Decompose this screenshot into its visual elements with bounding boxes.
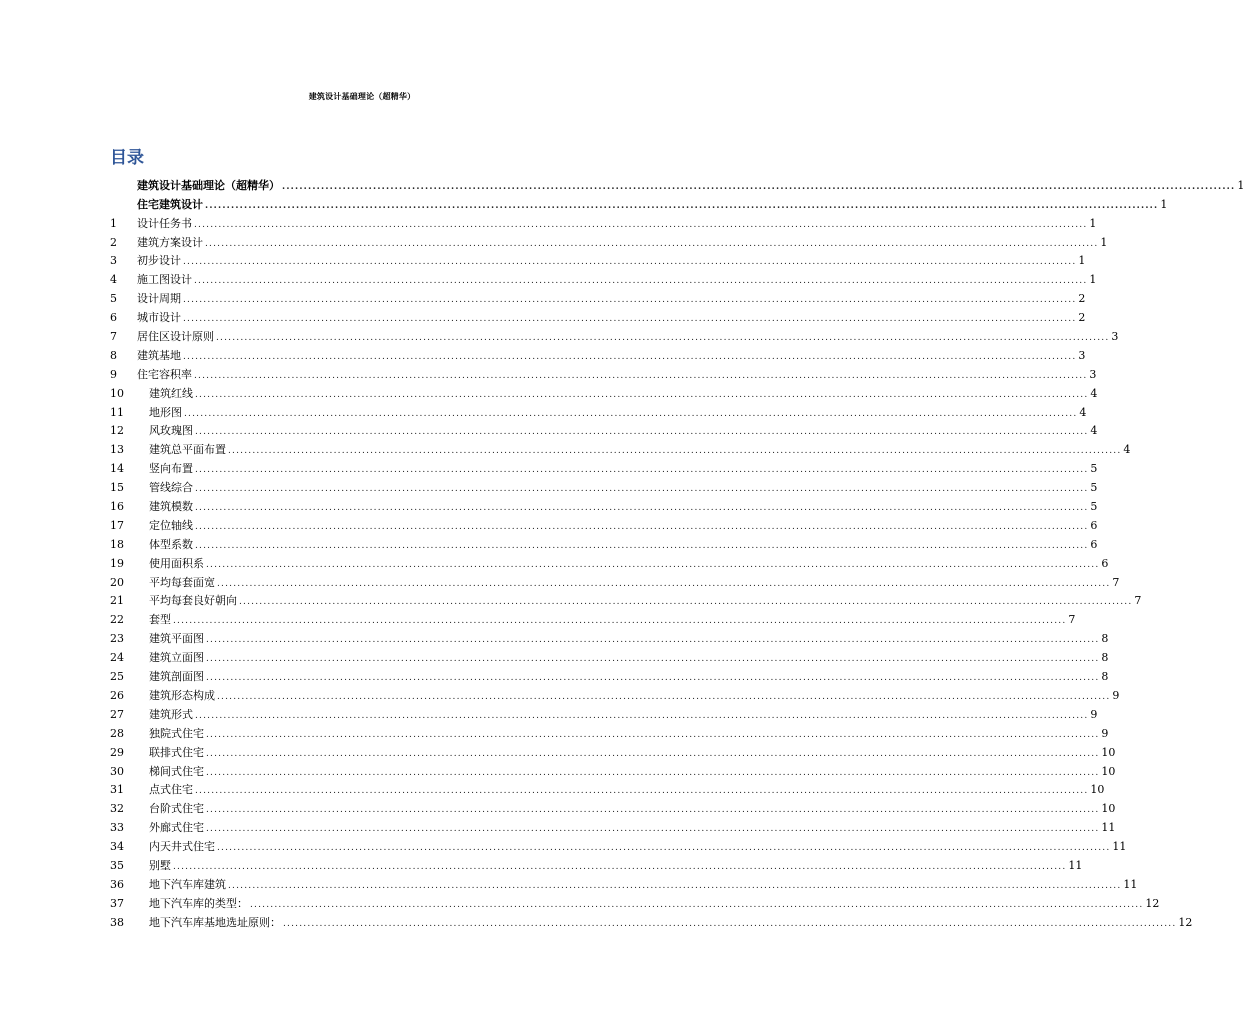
toc-dot-leader: ............................................................................................................................................................................................................................ bbox=[183, 351, 1077, 362]
toc-entry[interactable] bbox=[110, 552, 1109, 571]
toc-dot-leader: ............................................................................................................................................................................................................................ bbox=[283, 918, 1177, 929]
toc-dot-leader: ............................................................................................................................................................................................................................ bbox=[195, 389, 1089, 400]
toc-entry[interactable] bbox=[110, 684, 1120, 703]
toc-entry-label: 点式住宅 bbox=[149, 783, 193, 797]
toc-entry-label: 地下汽车库基地选址原则： bbox=[149, 915, 281, 929]
toc-entry-label: 施工图设计 bbox=[137, 273, 192, 287]
toc-entry-number: 31 bbox=[110, 783, 124, 797]
toc-entry[interactable] bbox=[110, 250, 1086, 269]
toc-entry[interactable] bbox=[110, 779, 1105, 798]
toc-entry-label: 建筑方案设计 bbox=[137, 235, 203, 249]
toc-entry-number: 38 bbox=[110, 915, 124, 929]
toc-entry-number: 14 bbox=[110, 462, 124, 476]
toc-entry-page-number: 9 bbox=[1112, 688, 1120, 702]
toc-dot-leader: ............................................................................................................................................................................................................................ bbox=[184, 408, 1078, 419]
toc-entry-label: 建筑形式 bbox=[149, 707, 193, 721]
toc-entry-page-number: 4 bbox=[1123, 443, 1131, 457]
toc-entry-label: 平均每套面宽 bbox=[149, 575, 215, 589]
toc-dot-leader: ............................................................................................................................................................................................................................ bbox=[206, 824, 1100, 835]
toc-entry[interactable] bbox=[110, 892, 1160, 911]
toc-entry-number: 28 bbox=[110, 726, 124, 740]
toc-entry[interactable] bbox=[110, 287, 1086, 306]
toc-entry-number: 17 bbox=[110, 518, 124, 532]
toc-entry-number: 5 bbox=[110, 292, 117, 306]
toc-entry-page-number: 11 bbox=[1123, 877, 1138, 891]
toc-entry-label: 平均每套良好朝向 bbox=[149, 594, 237, 608]
toc-dot-leader: ............................................................................................................................................................................................................................ bbox=[239, 597, 1133, 608]
toc-entry[interactable] bbox=[110, 231, 1108, 250]
toc-entry[interactable] bbox=[110, 325, 1119, 344]
toc-entry-label: 住宅建筑设计 bbox=[137, 197, 203, 211]
toc-entry-page-number: 8 bbox=[1101, 670, 1109, 684]
toc-dot-leader: ............................................................................................................................................................................................................................ bbox=[206, 635, 1100, 646]
toc-entry-page-number: 3 bbox=[1078, 348, 1086, 362]
toc-entry-label: 管线综合 bbox=[149, 481, 193, 495]
toc-entry-number: 15 bbox=[110, 481, 124, 495]
toc-entry[interactable] bbox=[110, 816, 1116, 835]
toc-entry-page-number: 4 bbox=[1090, 424, 1098, 438]
toc-entry[interactable] bbox=[110, 571, 1120, 590]
toc-entry-page-number: 2 bbox=[1078, 311, 1086, 325]
toc-entry-page-number: 8 bbox=[1101, 632, 1109, 646]
toc-entry-page-number: 10 bbox=[1101, 764, 1116, 778]
toc-dot-leader: ............................................................................................................................................................................................................................ bbox=[195, 484, 1089, 495]
toc-dot-leader: ............................................................................................................................................................................................................................ bbox=[195, 710, 1089, 721]
toc-entry-number: 30 bbox=[110, 764, 124, 778]
toc-entry-page-number: 5 bbox=[1090, 462, 1098, 476]
toc-entry-page-number: 7 bbox=[1068, 613, 1076, 627]
toc-entry-number: 18 bbox=[110, 537, 124, 551]
toc-entry[interactable] bbox=[110, 760, 1116, 779]
toc-entry-number: 8 bbox=[110, 348, 117, 362]
toc-entry-number: 23 bbox=[110, 632, 124, 646]
toc-entry[interactable] bbox=[110, 911, 1193, 930]
toc-entry-label: 建筑总平面布置 bbox=[149, 443, 226, 457]
toc-dot-leader: ............................................................................................................................................................................................................................ bbox=[217, 578, 1111, 589]
toc-entry-page-number: 11 bbox=[1112, 840, 1127, 854]
toc-entry[interactable] bbox=[110, 382, 1098, 401]
toc-entry-number: 13 bbox=[110, 443, 124, 457]
toc-dot-leader: ............................................................................................................................................................................................................................ bbox=[282, 181, 1236, 192]
toc-entry-label: 内天井式住宅 bbox=[149, 840, 215, 854]
toc-entry[interactable] bbox=[110, 608, 1076, 627]
toc-entry-number: 9 bbox=[110, 367, 117, 381]
toc-entry-page-number: 4 bbox=[1079, 405, 1087, 419]
toc-entry[interactable] bbox=[110, 344, 1086, 363]
toc-dot-leader: ............................................................................................................................................................................................................................ bbox=[228, 880, 1122, 891]
toc-entry-label: 地下汽车库的类型： bbox=[149, 896, 248, 910]
toc-entry-label: 风玫瑰图 bbox=[149, 424, 193, 438]
toc-entry[interactable] bbox=[110, 835, 1127, 854]
toc-entry-page-number: 1 bbox=[1089, 273, 1097, 287]
toc-dot-leader: ............................................................................................................................................................................................................................ bbox=[173, 616, 1067, 627]
toc-dot-leader: ............................................................................................................................................................................................................................ bbox=[194, 276, 1088, 287]
toc-entry-page-number: 6 bbox=[1090, 518, 1098, 532]
toc-entry-page-number: 10 bbox=[1090, 783, 1105, 797]
toc-dot-leader: ............................................................................................................................................................................................................................ bbox=[217, 691, 1111, 702]
toc-entry-number: 29 bbox=[110, 745, 124, 759]
toc-entry-page-number: 12 bbox=[1178, 915, 1193, 929]
toc-entry-number: 26 bbox=[110, 688, 124, 702]
toc-entry-label: 建筑剖面图 bbox=[149, 670, 204, 684]
toc-entry-page-number: 9 bbox=[1101, 726, 1109, 740]
toc-entry-label: 定位轴线 bbox=[149, 518, 193, 532]
toc-dot-leader: ............................................................................................................................................................................................................................ bbox=[206, 729, 1100, 740]
toc-entry-label: 初步设计 bbox=[137, 254, 181, 268]
toc-entry-label: 外廊式住宅 bbox=[149, 821, 204, 835]
toc-dot-leader: ............................................................................................................................................................................................................................ bbox=[228, 446, 1122, 457]
toc-entry-page-number: 1 bbox=[1237, 178, 1244, 192]
toc-entry-number: 3 bbox=[110, 254, 117, 268]
toc-dot-leader: ............................................................................................................................................................................................................................ bbox=[183, 295, 1077, 306]
toc-entry-number: 12 bbox=[110, 424, 124, 438]
toc-entry-page-number: 3 bbox=[1111, 330, 1119, 344]
toc-entry-number: 7 bbox=[110, 330, 117, 344]
toc-entry[interactable] bbox=[110, 306, 1086, 325]
toc-entry[interactable] bbox=[110, 627, 1109, 646]
toc-entry-label: 设计任务书 bbox=[137, 216, 192, 230]
toc-dot-leader: ............................................................................................................................................................................................................................ bbox=[206, 654, 1100, 665]
toc-entry-number: 33 bbox=[110, 821, 124, 835]
toc-entry-page-number: 1 bbox=[1100, 235, 1108, 249]
toc-entry-page-number: 10 bbox=[1101, 802, 1116, 816]
toc-entry[interactable] bbox=[110, 212, 1097, 231]
toc-entry-number: 32 bbox=[110, 802, 124, 816]
toc-entry-label: 使用面积系 bbox=[149, 556, 204, 570]
toc-entry-label: 套型 bbox=[149, 613, 171, 627]
toc-entry[interactable] bbox=[110, 722, 1109, 741]
toc-entry[interactable] bbox=[110, 174, 1244, 193]
toc-dot-leader: ............................................................................................................................................................................................................................ bbox=[183, 314, 1077, 325]
toc-entry-label: 地形图 bbox=[149, 405, 182, 419]
toc-heading: 目录 bbox=[110, 148, 144, 168]
toc-entry-label: 建筑形态构成 bbox=[149, 688, 215, 702]
toc-entry-page-number: 9 bbox=[1090, 707, 1098, 721]
toc-entry[interactable] bbox=[110, 590, 1142, 609]
toc-entry-page-number: 1 bbox=[1160, 197, 1168, 211]
toc-entry-number: 27 bbox=[110, 707, 124, 721]
toc-entry-number: 2 bbox=[110, 235, 117, 249]
toc-dot-leader: ............................................................................................................................................................................................................................ bbox=[195, 521, 1089, 532]
toc-dot-leader: ............................................................................................................................................................................................................................ bbox=[195, 503, 1089, 514]
toc-entry-label: 联排式住宅 bbox=[149, 745, 204, 759]
toc-dot-leader: ............................................................................................................................................................................................................................ bbox=[206, 559, 1100, 570]
toc-dot-leader: ............................................................................................................................................................................................................................ bbox=[173, 861, 1067, 872]
toc-entry-number: 37 bbox=[110, 896, 124, 910]
toc-entry-label: 体型系数 bbox=[149, 537, 193, 551]
toc-entry[interactable] bbox=[110, 514, 1098, 533]
toc-dot-leader: ............................................................................................................................................................................................................................ bbox=[195, 427, 1089, 438]
toc-entry[interactable] bbox=[110, 741, 1116, 760]
toc-entry[interactable] bbox=[110, 665, 1109, 684]
toc-entry-page-number: 10 bbox=[1101, 745, 1116, 759]
toc-entry[interactable] bbox=[110, 438, 1131, 457]
toc-entry-label: 竖向布置 bbox=[149, 462, 193, 476]
table-of-contents bbox=[110, 174, 1244, 930]
toc-entry-page-number: 11 bbox=[1068, 858, 1083, 872]
toc-entry-number: 1 bbox=[110, 216, 117, 230]
toc-dot-leader: ............................................................................................................................................................................................................................ bbox=[195, 786, 1089, 797]
toc-dot-leader: ............................................................................................................................................................................................................................ bbox=[216, 333, 1110, 344]
toc-entry-number: 24 bbox=[110, 651, 124, 665]
toc-entry-label: 建筑立面图 bbox=[149, 651, 204, 665]
toc-dot-leader: ............................................................................................................................................................................................................................ bbox=[206, 673, 1100, 684]
toc-entry-label: 建筑模数 bbox=[149, 500, 193, 514]
toc-entry-number: 20 bbox=[110, 575, 124, 589]
toc-dot-leader: ............................................................................................................................................................................................................................ bbox=[250, 899, 1144, 910]
toc-entry-label: 别墅 bbox=[149, 858, 171, 872]
toc-dot-leader: ............................................................................................................................................................................................................................ bbox=[195, 465, 1089, 476]
toc-entry-number: 34 bbox=[110, 840, 124, 854]
toc-entry-page-number: 11 bbox=[1101, 821, 1116, 835]
toc-entry[interactable] bbox=[110, 193, 1168, 212]
toc-dot-leader: ............................................................................................................................................................................................................................ bbox=[195, 540, 1089, 551]
toc-entry-number: 16 bbox=[110, 500, 124, 514]
toc-dot-leader: ............................................................................................................................................................................................................................ bbox=[183, 257, 1077, 268]
document-title: 建筑设计基础理论（超精华） bbox=[308, 91, 416, 101]
toc-entry-label: 台阶式住宅 bbox=[149, 802, 204, 816]
toc-entry-label: 居住区设计原则 bbox=[137, 330, 214, 344]
toc-entry-number: 4 bbox=[110, 273, 117, 287]
toc-entry-page-number: 3 bbox=[1089, 367, 1097, 381]
toc-entry-page-number: 5 bbox=[1090, 500, 1098, 514]
toc-entry[interactable] bbox=[110, 703, 1098, 722]
toc-entry-page-number: 2 bbox=[1078, 292, 1086, 306]
toc-entry-label: 建筑平面图 bbox=[149, 632, 204, 646]
toc-entry-number: 19 bbox=[110, 556, 124, 570]
toc-entry-number: 11 bbox=[110, 405, 124, 419]
toc-entry-number: 22 bbox=[110, 613, 124, 627]
toc-dot-leader: ............................................................................................................................................................................................................................ bbox=[217, 843, 1111, 854]
toc-entry-label: 梯间式住宅 bbox=[149, 764, 204, 778]
toc-entry-label: 建筑基地 bbox=[137, 348, 181, 362]
toc-dot-leader: ............................................................................................................................................................................................................................ bbox=[206, 748, 1100, 759]
toc-entry-page-number: 1 bbox=[1089, 216, 1097, 230]
toc-entry-label: 建筑设计基础理论（超精华） bbox=[137, 178, 280, 192]
toc-entry-number: 35 bbox=[110, 858, 124, 872]
toc-entry-page-number: 6 bbox=[1090, 537, 1098, 551]
toc-entry-page-number: 7 bbox=[1134, 594, 1142, 608]
toc-entry[interactable] bbox=[110, 457, 1098, 476]
toc-entry[interactable] bbox=[110, 646, 1109, 665]
toc-entry-page-number: 8 bbox=[1101, 651, 1109, 665]
toc-entry[interactable] bbox=[110, 797, 1116, 816]
toc-entry-label: 城市设计 bbox=[137, 311, 181, 325]
toc-entry-label: 独院式住宅 bbox=[149, 726, 204, 740]
toc-entry[interactable] bbox=[110, 420, 1098, 439]
toc-entry-page-number: 4 bbox=[1090, 386, 1098, 400]
toc-entry[interactable] bbox=[110, 363, 1097, 382]
toc-entry-number: 6 bbox=[110, 311, 117, 325]
toc-dot-leader: ............................................................................................................................................................................................................................ bbox=[194, 219, 1088, 230]
toc-entry[interactable] bbox=[110, 476, 1098, 495]
toc-entry-page-number: 7 bbox=[1112, 575, 1120, 589]
toc-entry[interactable] bbox=[110, 533, 1098, 552]
toc-entry-label: 建筑红线 bbox=[149, 386, 193, 400]
toc-entry-number: 36 bbox=[110, 877, 124, 891]
toc-entry[interactable] bbox=[110, 873, 1138, 892]
toc-entry-label: 住宅容积率 bbox=[137, 367, 192, 381]
toc-entry-page-number: 6 bbox=[1101, 556, 1109, 570]
toc-entry[interactable] bbox=[110, 268, 1097, 287]
toc-dot-leader: ............................................................................................................................................................................................................................ bbox=[194, 370, 1088, 381]
toc-dot-leader: ............................................................................................................................................................................................................................ bbox=[206, 767, 1100, 778]
toc-dot-leader: ............................................................................................................................................................................................................................ bbox=[206, 805, 1100, 816]
toc-entry-page-number: 12 bbox=[1145, 896, 1160, 910]
toc-entry-label: 设计周期 bbox=[137, 292, 181, 306]
toc-entry-label: 地下汽车库建筑 bbox=[149, 877, 226, 891]
toc-entry[interactable] bbox=[110, 495, 1098, 514]
toc-entry[interactable] bbox=[110, 854, 1083, 873]
toc-dot-leader: ............................................................................................................................................................................................................................ bbox=[205, 200, 1159, 211]
toc-entry-page-number: 5 bbox=[1090, 481, 1098, 495]
toc-dot-leader: ............................................................................................................................................................................................................................ bbox=[205, 238, 1099, 249]
toc-entry-number: 25 bbox=[110, 670, 124, 684]
toc-entry-page-number: 1 bbox=[1078, 254, 1086, 268]
toc-entry[interactable] bbox=[110, 401, 1087, 420]
toc-entry-number: 10 bbox=[110, 386, 124, 400]
toc-entry-number: 21 bbox=[110, 594, 124, 608]
